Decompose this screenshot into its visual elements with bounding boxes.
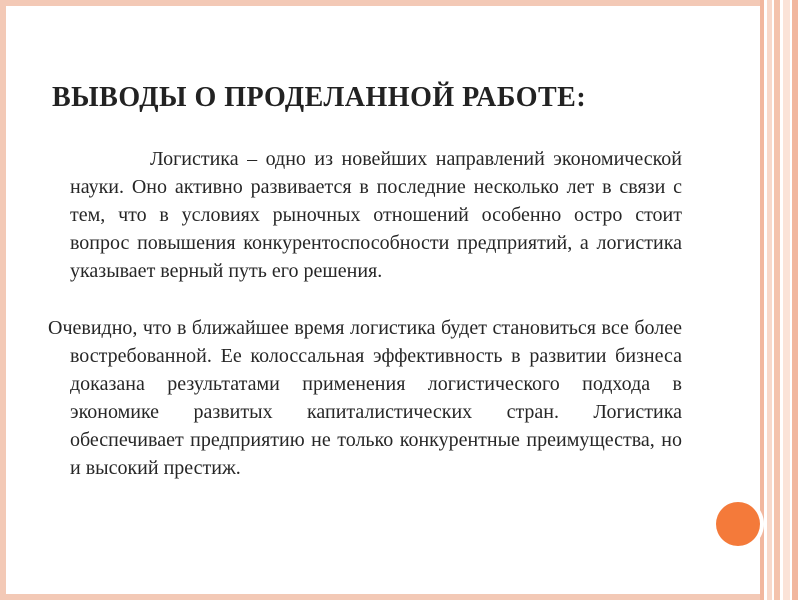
conclusion-paragraph-1: Логистика – одно из новейших направлений экономической науки. Оно активно развивается в последние несколько лет в связи с тем, что в условиях рыночных отношений особенно остро стоит вопрос повышения конкурентоспособности предприятий, а логистика указывает верный путь его решения. bbox=[70, 148, 682, 282]
frame-left-line bbox=[0, 0, 6, 600]
decor-stripe bbox=[760, 0, 764, 600]
decor-stripe bbox=[774, 0, 780, 600]
slide-title: ВЫВОДЫ О ПРОДЕЛАННОЙ РАБОТЕ: bbox=[52, 82, 587, 113]
frame-bottom-line bbox=[0, 594, 760, 600]
decor-stripe bbox=[783, 0, 790, 600]
frame-top-line bbox=[0, 0, 760, 6]
decor-stripe bbox=[792, 0, 798, 600]
conclusion-paragraph-2: Очевидно, что в ближайшее время логистика будет становиться все более востребованной. Ее колоссальная эффективность в развитии бизнеса доказана результатами применения логистического подхода в экономике развитых капиталистических стран. Логистика обеспечивает предприятию не только конкурентные преимущества, но и высокий престиж. bbox=[48, 317, 682, 479]
orange-circle-icon bbox=[716, 502, 760, 546]
right-decor-band bbox=[760, 0, 800, 600]
decor-stripe bbox=[767, 0, 772, 600]
